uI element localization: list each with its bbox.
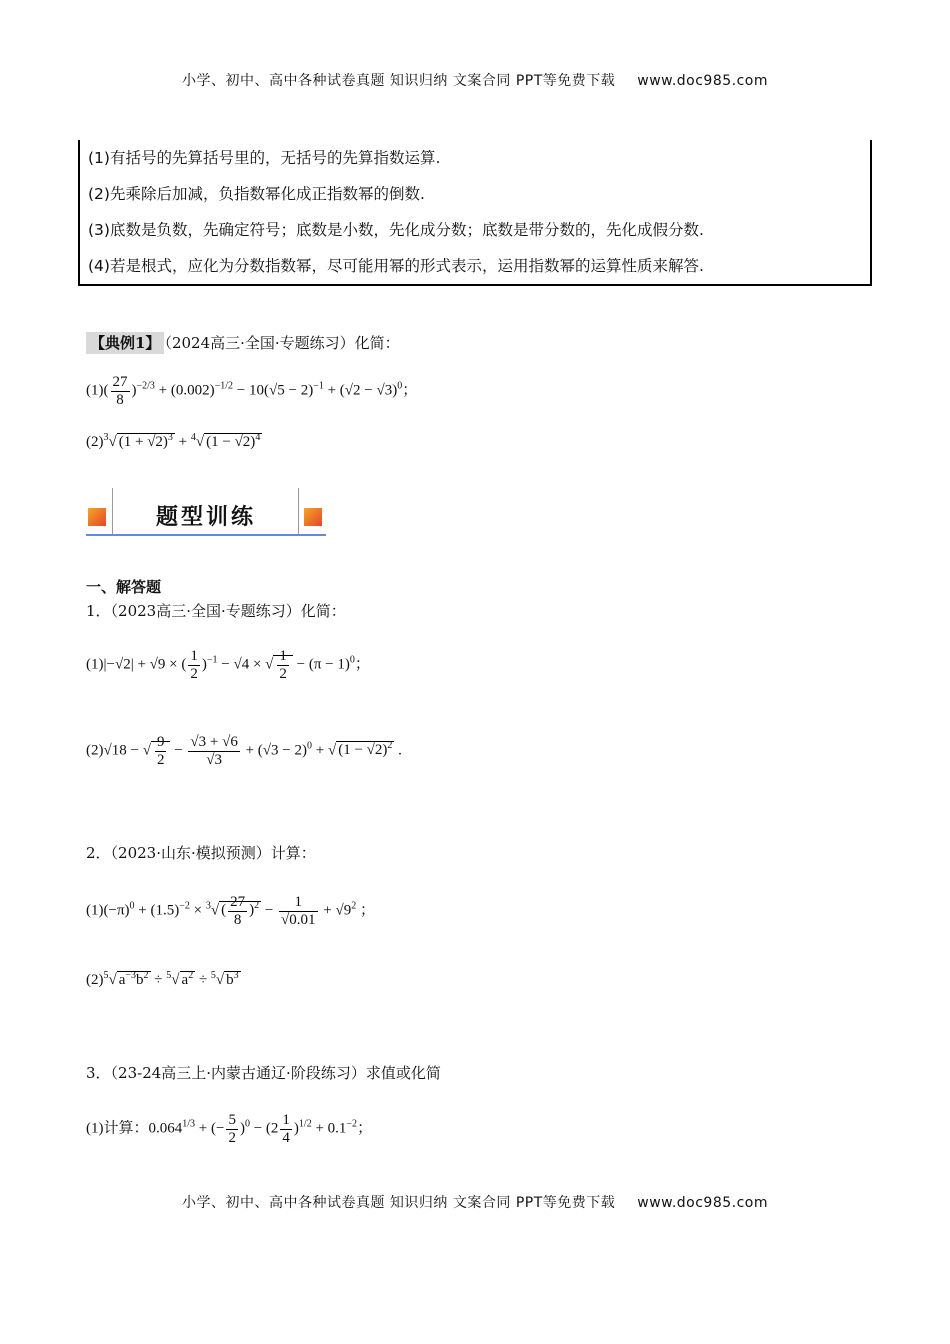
example-part-1: (1)( $\frac{27}{8}$ )$^{-2/3} + (0.002)^{-1/2} - 10(√5 - 2)^{-1} + (√2 - √3)^0$； [86, 374, 418, 408]
page-footer [0, 1192, 950, 1212]
q1-p1-label: (1) [86, 656, 104, 673]
rule-3: (3)底数是负数，先确定符号；底数是小数，先化成分数；底数是带分数的，先化成假分数. [78, 212, 872, 248]
footer-url[interactable]: www.doc985.com [637, 1195, 769, 1211]
page-header [0, 70, 950, 90]
q2-num: 2． [86, 844, 111, 862]
example-source: （2024高三·全国·专题练习）化简： [164, 334, 400, 352]
q3-heading [86, 1062, 441, 1083]
q2-p2-label: (2) [86, 972, 104, 988]
q2-part-1: $(1)(-\pi)^0 + (1.5)^{-2} \times ^3√$ ( $\frac{27}{8}$ )$^2$ − $\frac{1}{√0.01}$ + $√9^2$ ； [86, 894, 375, 928]
section-banner [86, 488, 326, 536]
q1-source: （2023高三·全国·专题练习）化简： [110, 602, 346, 620]
example-heading [86, 332, 400, 353]
q2-p1-label: (1) [86, 902, 104, 919]
rule-1: (1)有括号的先算括号里的，无括号的先算指数运算. [78, 140, 872, 176]
q2-part-2: $(2)^5√$ $a^{-3}b^2 \div ^5√$ $a^2 \div ^5√$ $b^3$ [86, 970, 239, 988]
q1-num: 1． [86, 602, 111, 620]
rule-2: (2)先乘除后加减，负指数幂化成正指数幂的倒数. [78, 176, 872, 212]
header-url[interactable]: www.doc985.com [637, 73, 769, 89]
footer-text: 小学、初中、高中各种试卷真题 知识归纳 文案合同 PPT等免费下载 [181, 1195, 616, 1211]
banner-title: 题型训练 [156, 504, 257, 530]
q1-p2-label: (2) [86, 742, 104, 759]
q1-part-2: (2)√18 − √ $\frac{9}{2}$ − $\frac{√3 + √6}{√3}$ + $(√3 - 2)^0$ + √ $(1 - √2)^2$ . [86, 734, 402, 768]
q2-heading [86, 842, 316, 863]
example-p2-label: (2) [86, 434, 104, 450]
q2-source: （2023·山东·模拟预测）计算： [110, 844, 316, 862]
q3-num: 3． [86, 1064, 111, 1082]
section-title: 一、解答题 [86, 578, 162, 596]
banner-square-right [304, 508, 322, 526]
example-part-2: $(2)^3√$ $(1 + √2)^3 + ^4√$ $(1 - √2)^4$ [86, 432, 261, 450]
q1-heading [86, 600, 346, 621]
q1-part-1: (1)|−√2| + √9 × ( $\frac{1}{2}$ )$^{-1}$ − √4 × √ $\frac{1}{2}$ − $(\pi - 1)^0$； [86, 648, 370, 682]
example-tag: 【典例1】 [86, 332, 164, 354]
example-p1-label: (1) [86, 382, 104, 399]
banner-square-left [88, 508, 106, 526]
rules-box [78, 140, 872, 286]
fraction-27-8: $\frac{27}{8}$ [112, 374, 128, 408]
rule-4: (4)若是根式，应化为分数指数幂，尽可能用幂的形式表示，运用指数幂的运算性质来解答. [78, 248, 872, 286]
q3-part-1: (1)计算：$0.064^{1/3}$ + (− $\frac{5}{2}$ )$^0$ − (2 $\frac{1}{4}$ )$^{1/2} + 0.1^{-2}$； [86, 1112, 373, 1146]
header-text: 小学、初中、高中各种试卷真题 知识归纳 文案合同 PPT等免费下载 [181, 73, 616, 89]
q3-source: （23-24高三上·内蒙古通辽·阶段练习）求值或化简 [110, 1064, 441, 1082]
q3-p1-label: (1)计算： [86, 1120, 149, 1137]
